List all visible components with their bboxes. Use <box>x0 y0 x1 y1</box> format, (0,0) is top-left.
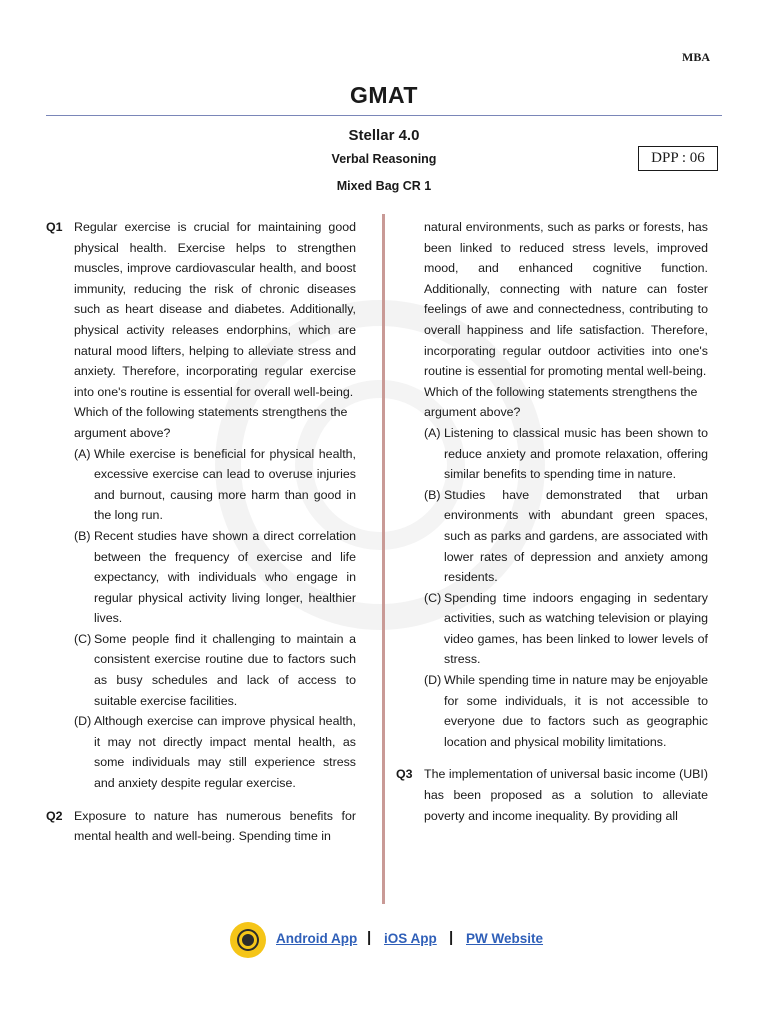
option-d[interactable] <box>74 711 356 793</box>
option-text: While spending time in nature may be enjoyable for some individuals, it is not accessible to everyone due to factors such as geographic location and physical mobility limitations. <box>444 673 708 749</box>
footer <box>0 922 768 958</box>
footer-separator: | <box>449 929 454 946</box>
header-divider <box>46 115 722 116</box>
option-text: While exercise is beneficial for physical health, excessive exercise can lead to overuse injuries and burnout, causing more harm than good in the long run. <box>94 446 356 523</box>
option-label: (A) <box>74 446 91 461</box>
option-label: (A) <box>424 425 441 440</box>
option-b[interactable] <box>424 485 708 588</box>
option-d[interactable] <box>424 670 708 752</box>
page-title: GMAT <box>349 82 418 108</box>
option-label: (D) <box>424 673 442 688</box>
left-column <box>46 217 356 847</box>
question-number: Q3 <box>396 767 413 782</box>
question-stem: Which of the following statements strengthens the argument above? <box>424 384 698 420</box>
option-a[interactable] <box>424 423 708 485</box>
option-label: (D) <box>74 714 92 729</box>
android-app-link[interactable]: Android App <box>276 931 358 946</box>
option-c[interactable] <box>74 629 356 711</box>
customer-service-icon <box>230 922 266 958</box>
option-label: (B) <box>424 487 441 502</box>
question-passage: Exposure to nature has numerous benefits for mental health and well-being. Spending time in <box>74 808 356 844</box>
question-1 <box>46 217 356 794</box>
question-3 <box>396 764 708 826</box>
option-a[interactable] <box>74 444 356 526</box>
subject-title: Verbal Reasoning <box>331 152 437 166</box>
option-label: (C) <box>74 631 92 646</box>
option-text: Although exercise can improve physical health, it may not directly impact mental health, as some individuals may still experience stress and anxiety despite regular exercise. <box>94 714 356 791</box>
option-text: Some people find it challenging to maintain a consistent exercise routine due to factors such as busy schedules and lack of access to suitable exercise facilities. <box>94 631 356 708</box>
question-passage: The implementation of universal basic income (UBI) has been proposed as a solution to alleviate poverty and income inequality. By providing all <box>424 767 708 823</box>
column-divider <box>382 214 385 904</box>
dpp-badge: DPP : 06 <box>638 146 718 171</box>
program-label: MBA <box>682 50 710 64</box>
option-text: Listening to classical music has been shown to reduce anxiety and promote relaxation, offering similar benefits to spending time in nature. <box>444 425 708 482</box>
question-2-continued <box>396 217 708 752</box>
option-text: Studies have demonstrated that urban environments with abundant green spaces, such as parks and gardens, are associated with lower rates of depression and anxiety among residents. <box>444 487 708 585</box>
option-text: Recent studies have shown a direct correlation between the frequency of exercise and life expectancy, with individuals who engage in regular physical activity living longer, healthier lives. <box>94 528 356 626</box>
option-c[interactable] <box>424 588 708 670</box>
batch-title: Stellar 4.0 <box>348 127 420 144</box>
topic-title: Mixed Bag CR 1 <box>336 179 432 193</box>
question-passage: Regular exercise is crucial for maintaining good physical health. Exercise helps to strengthen muscles, improve cardiovascular health, and boost immunity, reducing the risk of chronic diseases such as heart disease and diabetes. Additionally, physical activity releases endorphins, which are natural mood lifters, helping to alleviate stress and anxiety. Therefore, incorporating regular exercise into one's routine is essential for overall well-being. <box>74 220 356 399</box>
question-number: Q1 <box>46 220 63 234</box>
question-passage: natural environments, such as parks or forests, has been linked to reduced stress levels, improved mood, and enhanced cognitive function. Additionally, connecting with nature can foster feelings of awe and connectedness, contributing to overall happiness and life satisfaction. Therefore, incorporating regular outdoor activities into one's routine is essential for promoting mental well-being. <box>424 220 708 379</box>
question-number: Q2 <box>46 808 63 823</box>
pw-website-link[interactable]: PW Website <box>466 931 544 946</box>
question-2 <box>46 806 356 847</box>
option-label: (B) <box>74 528 91 543</box>
ios-app-link[interactable]: iOS App <box>384 931 437 946</box>
option-label: (C) <box>424 590 442 605</box>
question-stem: Which of the following statements strengthens the argument above? <box>74 405 348 440</box>
option-text: Spending time indoors engaging in sedentary activities, such as watching television or playing video games, has been linked to lower levels of stress. <box>444 590 708 667</box>
right-column <box>396 217 708 826</box>
footer-separator: | <box>367 929 372 946</box>
option-b[interactable] <box>74 526 356 629</box>
